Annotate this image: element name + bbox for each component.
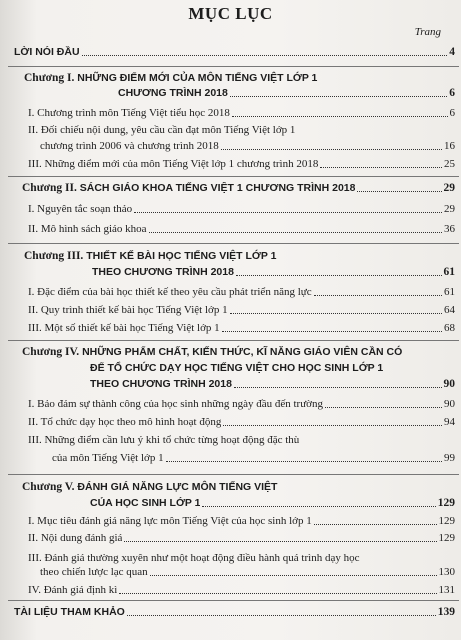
section-rule bbox=[8, 176, 459, 177]
chapter-1-heading: Chương I. NHỮNG ĐIỂM MỚI CỦA MÔN TIẾNG VIỆT LỚP 1 bbox=[24, 72, 318, 84]
toc-entry-3-3[interactable]: III. Một số thiết kế bài học Tiếng Việt lớp 1 68 bbox=[28, 322, 455, 334]
leader-dots bbox=[124, 541, 436, 542]
leader-dots bbox=[230, 313, 442, 314]
toc-entry-3-2[interactable]: II. Quy trình thiết kế bài học Tiếng Việt lớp 1 64 bbox=[28, 304, 455, 316]
chapter-5-heading: Chương V. ĐÁNH GIÁ NĂNG LỰC MÔN TIẾNG VIỆT bbox=[22, 481, 278, 493]
toc-entry-1-3[interactable]: III. Những điểm mới của môn Tiếng Việt lớp 1 chương trình 2018 25 bbox=[28, 158, 455, 170]
leader-dots bbox=[166, 461, 442, 462]
toc-entry-chapter-3[interactable]: THEO CHƯƠNG TRÌNH 2018 61 bbox=[92, 266, 455, 278]
toc-entry-references[interactable]: TÀI LIỆU THAM KHẢO 139 bbox=[14, 606, 455, 618]
chapter-3-heading: Chương III. THIẾT KẾ BÀI HỌC TIẾNG VIỆT LỚP 1 bbox=[24, 250, 277, 262]
leader-dots bbox=[314, 524, 437, 525]
leader-dots bbox=[221, 149, 442, 150]
leader-dots bbox=[127, 615, 436, 616]
page-column-label: Trang bbox=[414, 26, 441, 38]
toc-entry-2-1[interactable]: I. Nguyên tắc soạn thảo 29 bbox=[28, 203, 455, 215]
toc-entry-chapter-4[interactable]: THEO CHƯƠNG TRÌNH 2018 90 bbox=[90, 378, 455, 390]
leader-dots bbox=[202, 506, 435, 507]
leader-dots bbox=[119, 593, 436, 594]
leader-dots bbox=[230, 96, 447, 97]
leader-dots bbox=[234, 387, 442, 388]
toc-entry-5-1[interactable]: I. Mục tiêu đánh giá năng lực môn Tiếng Việt của học sinh lớp 1 129 bbox=[28, 515, 455, 527]
toc-entry-1-2[interactable]: chương trình 2006 và chương trình 2018 16 bbox=[40, 140, 455, 152]
leader-dots bbox=[232, 116, 448, 117]
section-rule bbox=[8, 474, 459, 475]
toc-entry-1-2-line1: II. Đối chiếu nội dung, yêu cầu cần đạt môn Tiếng Việt lớp 1 bbox=[28, 124, 296, 136]
leader-dots bbox=[134, 212, 442, 213]
chapter-4-heading-2: ĐỂ TỔ CHỨC DẠY HỌC TIẾNG VIỆT CHO HỌC SINH LỚP 1 bbox=[90, 362, 384, 374]
leader-dots bbox=[314, 295, 442, 296]
toc-entry-4-3-line1: III. Những điểm cần lưu ý khi tổ chức từng hoạt động đặc thù bbox=[28, 434, 300, 446]
leader-dots bbox=[222, 331, 442, 332]
toc-entry-chapter-2[interactable]: Chương II. SÁCH GIÁO KHOA TIẾNG VIỆT 1 CHƯƠNG TRÌNH 2018 29 bbox=[22, 182, 455, 194]
leader-dots bbox=[223, 425, 442, 426]
toc-entry-4-3[interactable]: của môn Tiếng Việt lớp 1 99 bbox=[52, 452, 455, 464]
section-rule bbox=[8, 66, 459, 67]
leader-dots bbox=[82, 55, 448, 56]
leader-dots bbox=[325, 407, 442, 408]
toc-entry-5-3-line1: III. Đánh giá thường xuyên như một hoạt động điều hành quá trình dạy học bbox=[28, 552, 360, 564]
section-rule bbox=[8, 340, 459, 341]
leader-dots bbox=[150, 575, 437, 576]
page-title: MỤC LỤC bbox=[188, 4, 273, 23]
section-rule bbox=[8, 243, 459, 244]
toc-entry-4-2[interactable]: II. Tổ chức dạy học theo mô hình hoạt động 94 bbox=[28, 416, 455, 428]
leader-dots bbox=[357, 191, 441, 192]
section-rule bbox=[8, 600, 459, 601]
toc-entry-chapter-1[interactable]: CHƯƠNG TRÌNH 2018 6 bbox=[118, 87, 455, 99]
toc-entry-2-2[interactable]: II. Mô hình sách giáo khoa 36 bbox=[28, 223, 455, 235]
entry-label: LỜI NÓI ĐẦU bbox=[14, 46, 80, 58]
toc-entry-1-1[interactable]: I. Chương trình môn Tiếng Việt tiểu học 2018 6 bbox=[28, 107, 455, 119]
toc-entry-3-1[interactable]: I. Đặc điểm của bài học thiết kế theo yêu cầu phát triển năng lực 61 bbox=[28, 286, 455, 298]
chapter-4-heading-1: Chương IV. NHỮNG PHẨM CHẤT, KIẾN THỨC, KĨ NĂNG GIÁO VIÊN CẦN CÓ bbox=[22, 346, 403, 358]
toc-entry-intro[interactable] bbox=[14, 46, 455, 59]
toc-entry-chapter-5[interactable]: CỦA HỌC SINH LỚP 1 129 bbox=[90, 497, 455, 509]
toc-entry-5-4[interactable]: IV. Đánh giá định kì 131 bbox=[28, 584, 455, 596]
toc-entry-4-1[interactable]: I. Bảo đảm sự thành công của học sinh những ngày đầu đến trường 90 bbox=[28, 398, 455, 410]
leader-dots bbox=[236, 275, 442, 276]
leader-dots bbox=[149, 232, 442, 233]
toc-entry-5-3[interactable]: theo chiến lược lạc quan 130 bbox=[40, 566, 455, 578]
toc-entry-5-2[interactable]: II. Nội dung đánh giá 129 bbox=[28, 532, 455, 544]
leader-dots bbox=[320, 167, 442, 168]
entry-page: 4 bbox=[449, 46, 455, 58]
